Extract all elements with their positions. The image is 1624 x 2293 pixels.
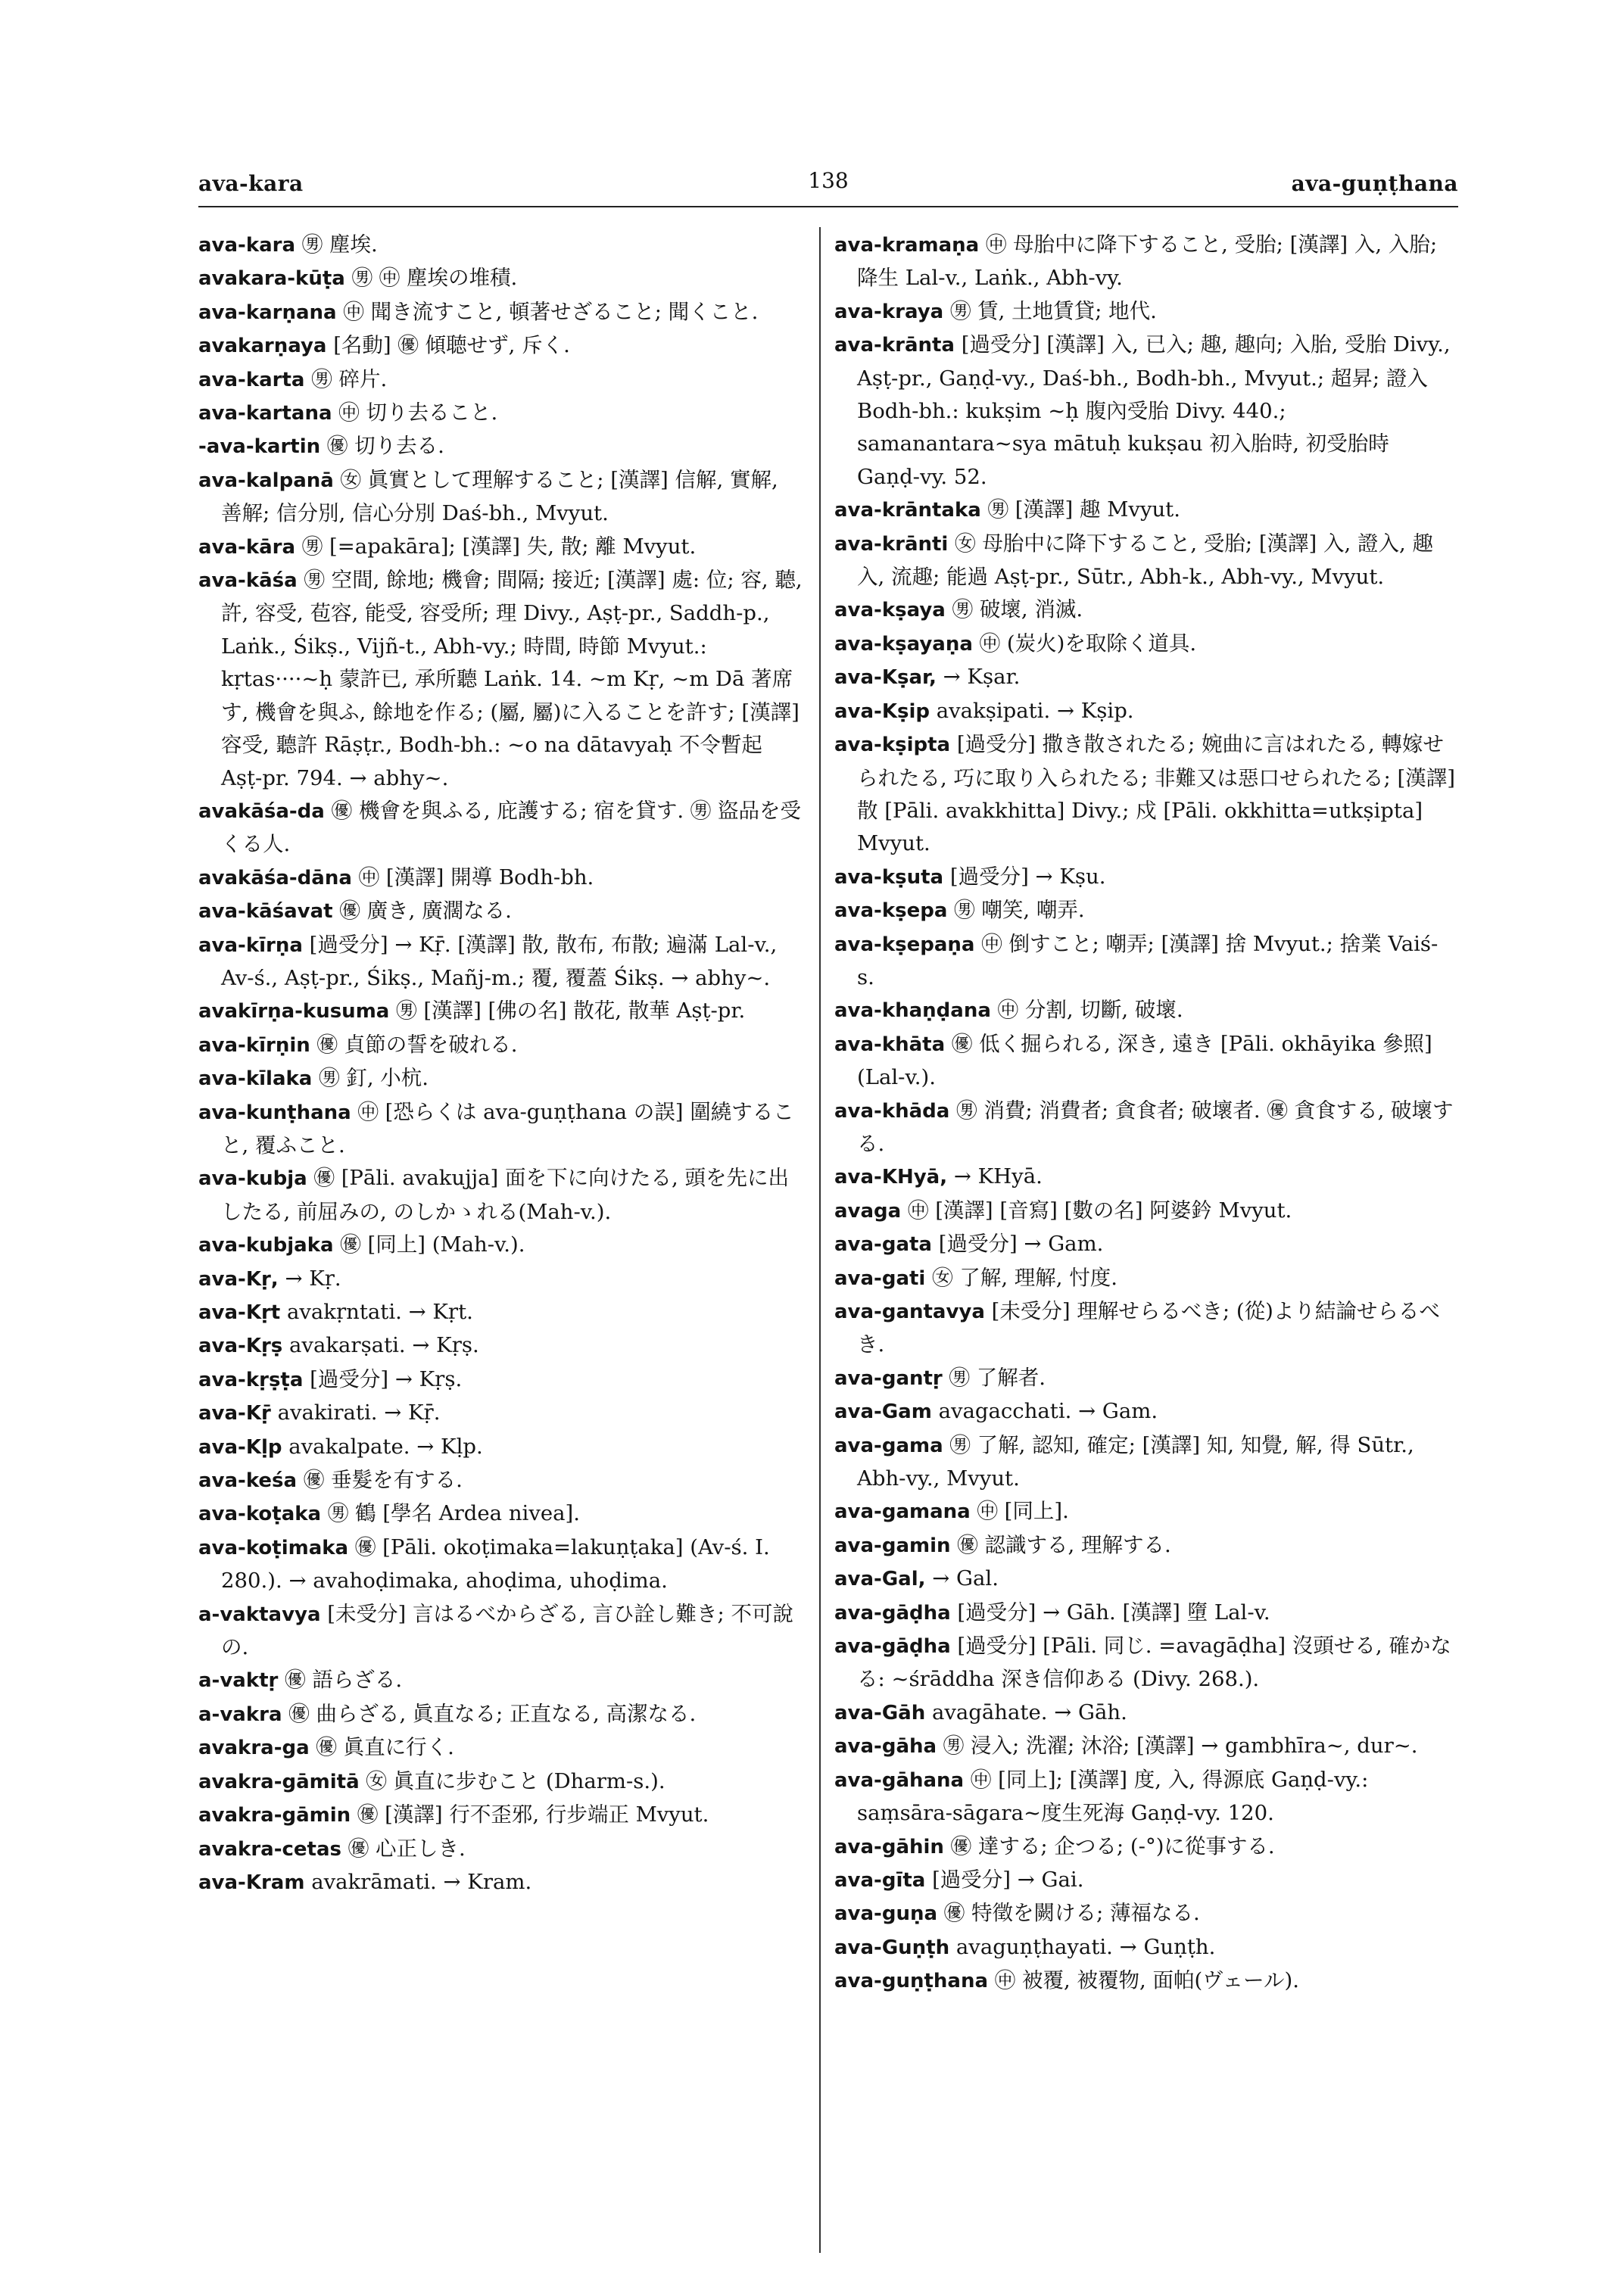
- entry-definition: ㊛ 眞實として理解すること; [漢譯] 信解, 實解, 善解; 信分別, 信心分別 Daś-bh., Mvyut.: [221, 467, 778, 526]
- dictionary-entry: [198, 1698, 804, 1731]
- entry-headword: avakra-ga: [198, 1737, 310, 1760]
- entry-headword: ava-gati: [834, 1266, 926, 1290]
- entry-headword: ava-Kṛṣ: [198, 1335, 283, 1358]
- entry-definition: [過受分] → Gam.: [938, 1232, 1104, 1257]
- entry-definition: [過受分] → Kṣu.: [949, 864, 1106, 889]
- dictionary-entry: [834, 1028, 1455, 1095]
- entry-definition: avaguṇṭhayati. → Guṇṭh.: [955, 1934, 1216, 1959]
- entry-headword: ava-khāda: [834, 1099, 950, 1123]
- entry-definition: ㊝ 特徵を闕ける; 薄福なる.: [943, 1901, 1200, 1926]
- dictionary-entry: [198, 1598, 804, 1665]
- left-column: [198, 229, 804, 1899]
- dictionary-entry: [198, 1096, 804, 1163]
- entry-headword: ava-guṇṭhana: [834, 1970, 988, 1993]
- entry-definition: avagāhate. → Gāh.: [931, 1699, 1127, 1724]
- dictionary-entry: [834, 528, 1455, 594]
- dictionary-entry: [834, 1095, 1455, 1161]
- entry-definition: ㊥ [漢譯] 開導 Bodh-bh.: [358, 865, 594, 889]
- entry-definition: ㊝ 低く掘られる, 深き, 遠き [Pāli. okhāyika 參照] (Lal-v.).: [857, 1031, 1432, 1090]
- entry-definition: [過受分] → Kṝ. [漢譯] 散, 散布, 布散; 遍滿 Lal-v., Av-ś., Aṣṭ-pr., Śikṣ., Mañj-m.; 覆, 覆蓋 Śikṣ. → abhy~.: [221, 932, 778, 990]
- entry-headword: ava-kubjaka: [198, 1234, 334, 1257]
- entry-headword: ava-Kṛ,: [198, 1267, 279, 1291]
- dictionary-entry: [834, 1161, 1455, 1194]
- entry-headword: avakara-kūṭa: [198, 267, 345, 291]
- dictionary-entry: [198, 1263, 804, 1296]
- entry-definition: ㊚ 塵埃.: [301, 232, 378, 257]
- entry-headword: ava-gīta: [834, 1868, 926, 1892]
- entry-definition: [過受分] → Gai.: [932, 1867, 1084, 1892]
- entry-definition: [過受分] → Kṛṣ.: [310, 1366, 463, 1391]
- dictionary-entry: [198, 329, 804, 363]
- dictionary-entry: [834, 994, 1455, 1027]
- entry-definition: ㊥ 母胎中に降下すること, 受胎; [漢譯] 入, 入胎; 降生 Lal-v., Laṅk., Abh-vy.: [857, 232, 1438, 291]
- entry-headword: ava-keśa: [198, 1469, 298, 1493]
- entry-headword: ava-krāntaka: [834, 499, 981, 522]
- entry-definition: → Kṛ.: [285, 1266, 341, 1291]
- dictionary-entry: [834, 1362, 1455, 1395]
- dictionary-entry: [198, 895, 804, 928]
- dictionary-entry: [198, 464, 804, 531]
- entry-headword: ava-Gāh: [834, 1701, 926, 1724]
- dictionary-entry: [198, 1833, 804, 1866]
- dictionary-entry: [834, 1597, 1455, 1630]
- entry-definition: → Gal.: [932, 1566, 999, 1591]
- dictionary-entry: [198, 1431, 804, 1464]
- dictionary-entry: [198, 430, 804, 463]
- entry-definition: ㊚ 消費; 消費者; 貪食者; 破壞者. ㊝ 貪食する, 破壞する.: [857, 1098, 1454, 1156]
- dictionary-entry: [198, 1799, 804, 1832]
- dictionary-entry: [834, 1696, 1455, 1730]
- entry-definition: ㊥ 聞き流すこと, 頓著せざること; 聞くこと.: [343, 299, 759, 324]
- entry-definition: ㊥ [恐らくは ava-guṇṭhana の誤] 圍繞すること, 覆ふこと.: [221, 1099, 794, 1157]
- left-guideword: ava-kara: [198, 171, 304, 196]
- entry-definition: ㊚ 賃, 土地賃貸; 地代.: [949, 298, 1157, 323]
- entry-headword: ava-kunṭhana: [198, 1101, 351, 1124]
- entry-definition: ㊝ [同上] (Mah-v.).: [340, 1232, 525, 1257]
- dictionary-entry: [198, 1229, 804, 1262]
- entry-definition: ㊚ [=apakāra]; [漢譯] 失, 散; 離 Mvyut.: [301, 534, 697, 559]
- entry-headword: a-vaktavya: [198, 1603, 321, 1626]
- dictionary-entry: [834, 295, 1455, 329]
- dictionary-entry: [198, 1296, 804, 1329]
- entry-definition: ㊚ 破壞, 消滅.: [952, 597, 1083, 622]
- dictionary-entry: [834, 661, 1455, 694]
- entry-headword: ava-kṛṣṭa: [198, 1368, 304, 1391]
- entry-definition: ㊝ [Pāli. okoṭimaka=lakuṇṭaka] (Av-ś. I. 280.). → avahoḍimaka, ahoḍima, uhoḍima.: [221, 1534, 770, 1594]
- dictionary-entry: [198, 1363, 804, 1397]
- entry-headword: ava-KHyā,: [834, 1166, 948, 1189]
- dictionary-entry: [198, 1866, 804, 1899]
- dictionary-entry: [834, 229, 1455, 295]
- entry-headword: ava-kīrṇin: [198, 1033, 310, 1057]
- entry-headword: ava-kraya: [834, 300, 944, 323]
- entry-headword: ava-kṣepaṇa: [834, 933, 975, 956]
- dictionary-entry: [834, 1429, 1455, 1496]
- entry-headword: ava-Kram: [198, 1871, 305, 1894]
- dictionary-entry: [198, 1464, 804, 1497]
- entry-definition: ㊚ 浸入; 洗濯; 沐浴; [漢譯] → gambhīra~, dur~.: [943, 1734, 1418, 1759]
- dictionary-entry: [198, 1397, 804, 1430]
- dictionary-entry: [198, 1765, 804, 1799]
- entry-headword: a-vaktṛ: [198, 1669, 279, 1693]
- entry-definition: ㊝ 心正しき.: [348, 1836, 466, 1861]
- entry-definition: avakṣipati. → Kṣip.: [936, 698, 1134, 723]
- entry-headword: ava-kṣaya: [834, 599, 946, 622]
- dictionary-entry: [834, 728, 1455, 861]
- dictionary-entry: [198, 1497, 804, 1531]
- dictionary-entry: [198, 397, 804, 430]
- dictionary-entry: [834, 1262, 1455, 1295]
- page-header: [198, 168, 1458, 206]
- entry-definition: [未受分] 理解せらるべき; (從)より結論せらるべき.: [857, 1299, 1440, 1357]
- entry-headword: ava-gāḍha: [834, 1635, 951, 1659]
- dictionary-entry: [198, 262, 804, 295]
- entry-definition: ㊝ 語らざる.: [285, 1668, 403, 1693]
- right-guideword: ava-guṇṭhana: [1291, 171, 1458, 196]
- entry-headword: ava-kṣayaṇa: [834, 632, 973, 656]
- entry-headword: ava-kīlaka: [198, 1067, 313, 1091]
- entry-headword: -ava-kartin: [198, 435, 321, 459]
- entry-definition: ㊥ 切り去ること.: [338, 400, 498, 425]
- entry-definition: ㊝ 貞節の誓を破れる.: [316, 1032, 518, 1057]
- dictionary-entry: [198, 1162, 804, 1229]
- entry-definition: avagacchati. → Gam.: [938, 1399, 1158, 1424]
- dictionary-entry: [198, 1531, 804, 1598]
- header-rule: [198, 206, 1458, 207]
- entry-definition: ㊝ 眞直に行く.: [316, 1735, 454, 1760]
- entry-definition: ㊥ 分割, 切斷, 破壞.: [997, 998, 1183, 1023]
- entry-definition: ㊛ 母胎中に降下すること, 受胎; [漢譯] 入, 證入, 趣入, 流趣; 能過 Aṣṭ-pr., Sūtr., Abh-k., Abh-vy., Mvyut.: [857, 531, 1433, 590]
- dictionary-entry: [834, 494, 1455, 527]
- entry-headword: ava-karta: [198, 368, 305, 391]
- dictionary-entry: [834, 594, 1455, 627]
- entry-headword: a-vakra: [198, 1703, 282, 1726]
- entry-definition: avakarṣati. → Kṛṣ.: [289, 1333, 479, 1358]
- entry-headword: avakīrṇa-kusuma: [198, 1000, 390, 1023]
- dictionary-entry: [834, 1562, 1455, 1596]
- dictionary-entry: [198, 1029, 804, 1062]
- entry-definition: ㊥ 倒すこと; 嘲弄; [漢譯] 捨 Mvyut.; 捨業 Vaiś-s.: [857, 931, 1439, 989]
- entry-headword: ava-khaṇḍana: [834, 999, 991, 1023]
- dictionary-entry: [834, 628, 1455, 661]
- dictionary-entry: [834, 1228, 1455, 1261]
- entry-headword: ava-kṣuta: [834, 865, 944, 889]
- entry-headword: avakāśa-da: [198, 799, 325, 823]
- dictionary-entry: [834, 1630, 1455, 1696]
- entry-headword: ava-karṇana: [198, 301, 337, 324]
- entry-headword: ava-Kṛt: [198, 1301, 281, 1324]
- dictionary-entry: [198, 1731, 804, 1765]
- entry-headword: ava-kāśa: [198, 569, 298, 593]
- entry-headword: ava-koṭaka: [198, 1503, 322, 1526]
- entry-definition: ㊚ 空間, 餘地; 機會; 間隔; 接近; [漢譯] 處: 位; 容, 聽, 許, 容受, 苞容, 能受, 容受所; 理 Divy., Aṣṭ-pr., Saddh-p., Laṅk., Śikṣ., Vijñ-t., Abh-vy.; 時間, 時節 Mvyut.: kṛtas····~ḥ 蒙許已, 承所聽 Laṅk. 14. ~m Kṛ, ~m Dā 著席す, 機會を與ふ, 餘地を作る; (屬, 屬)に入ることを許す; [漢譯] 容受, 聽許 Rāṣṭr., Bodh-bh.: ~o na dātavyaḥ 不令暫起 Aṣṭ-pr. 794. → abhy~.: [221, 568, 803, 790]
- dictionary-entry: [834, 1764, 1455, 1830]
- entry-headword: ava-kṣipta: [834, 734, 951, 757]
- dictionary-entry: [834, 1864, 1455, 1897]
- page-number: 138: [808, 168, 849, 193]
- dictionary-entry: [198, 229, 804, 262]
- entry-definition: ㊥ [同上].: [977, 1499, 1069, 1524]
- entry-headword: ava-Kṝ: [198, 1402, 271, 1425]
- dictionary-entry: [834, 1529, 1455, 1562]
- entry-headword: ava-kubja: [198, 1167, 307, 1191]
- entry-headword: ava-Kḷp: [198, 1435, 282, 1459]
- entry-headword: avakāśa-dāna: [198, 866, 352, 889]
- entry-definition: ㊚ 釘, 小杭.: [319, 1066, 429, 1091]
- column-divider: [819, 227, 821, 2253]
- dictionary-entry: [198, 1664, 804, 1697]
- dictionary-entry: [198, 795, 804, 861]
- entry-definition: avakalpate. → Kḷp.: [288, 1434, 483, 1459]
- entry-definition: ㊚ 了解, 認知, 確定; [漢譯] 知, 知覺, 解, 得 Sūtr., Abh-vy., Mvyut.: [857, 1432, 1414, 1491]
- entry-definition: [過受分] [Pāli. 同じ. =avagāḍha] 沒頭せる, 確かなる: ~śrāddha 深き信仰ある (Divy. 268.).: [857, 1634, 1451, 1692]
- entry-headword: ava-koṭimaka: [198, 1536, 349, 1559]
- entry-headword: avakra-gāmin: [198, 1804, 351, 1827]
- dictionary-entry: [834, 1495, 1455, 1528]
- dictionary-entry: [198, 861, 804, 895]
- entry-headword: ava-kartana: [198, 402, 332, 425]
- right-column: [834, 229, 1455, 1999]
- entry-definition: ㊚ 嘲笑, 嘲弄.: [954, 898, 1085, 923]
- dictionary-entry: [834, 1830, 1455, 1864]
- entry-headword: ava-Gam: [834, 1400, 932, 1424]
- entry-definition: ㊝ 機會を與ふる, 庇護する; 宿を貸す. ㊚ 盜品を受くる人.: [221, 798, 802, 857]
- entry-definition: ㊝ 垂髮を有する.: [303, 1468, 463, 1493]
- entry-definition: ㊝ 廣き, 廣濶なる.: [339, 899, 512, 924]
- dictionary-entry: [198, 531, 804, 564]
- entry-headword: ava-krānta: [834, 334, 955, 357]
- entry-definition: ㊛ 了解, 理解, 忖度.: [932, 1265, 1118, 1290]
- entry-headword: ava-krānti: [834, 532, 949, 556]
- entry-headword: ava-gata: [834, 1233, 932, 1257]
- entry-definition: [未受分] 言はるべからざる, 言ひ詮し難き; 不可說の.: [221, 1601, 793, 1660]
- entry-definition: [過受分] → Gāh. [漢譯] 墮 Lal-v.: [957, 1600, 1270, 1625]
- dictionary-entry: [198, 1329, 804, 1363]
- entry-definition: [過受分] [漢譯] 入, 已入; 趣, 趣向; 入胎, 受胎 Divy., Aṣṭ-pr., Gaṇḍ-vy., Daś-bh., Bodh-bh., Mvyut.; 超昇; 證入 Bodh-bh.: kukṣim ~ḥ 腹內受胎 Divy. 440.; samanantara~sya mātuḥ kukṣau 初入胎時, 初受胎時 Gaṇḍ-vy. 52.: [857, 332, 1451, 489]
- entry-definition: ㊛ 眞直に步むこと (Dharm-s.).: [366, 1768, 665, 1793]
- entry-headword: ava-kara: [198, 234, 296, 257]
- entry-headword: ava-Guṇṭh: [834, 1936, 950, 1959]
- entry-definition: ㊝ [漢譯] 行不歪邪, 行步端正 Mvyut.: [357, 1802, 709, 1827]
- entry-definition: avakrāmati. → Kram.: [311, 1869, 532, 1894]
- dictionary-entry: [198, 363, 804, 397]
- entry-definition: ㊚ 了解者.: [949, 1365, 1046, 1390]
- entry-headword: ava-kalpanā: [198, 469, 334, 492]
- entry-headword: avakra-cetas: [198, 1837, 341, 1861]
- entry-headword: ava-gāḍha: [834, 1601, 951, 1625]
- entry-headword: ava-Gal,: [834, 1568, 926, 1591]
- entry-headword: ava-kāra: [198, 535, 296, 559]
- entry-definition: [過受分] 撒き散されたる; 婉曲に言はれたる, 轉嫁せられたる, 巧に取り入られたる; 非難又は惡口せられたる; [漢譯] 散 [Pāli. avakkhitta] Divy.; 戍 [Pāli. okkhitta=utkṣipta] Mvyut.: [857, 732, 1455, 856]
- entry-definition: ㊚ 碎片.: [311, 366, 388, 391]
- entry-headword: avakra-gāmitā: [198, 1770, 360, 1793]
- entry-definition: → Kṣar.: [943, 665, 1021, 690]
- entry-headword: ava-khāta: [834, 1033, 946, 1056]
- entry-definition: ㊝ 切り去る.: [326, 434, 444, 459]
- entry-headword: ava-guṇa: [834, 1902, 938, 1926]
- dictionary-entry: [834, 1964, 1455, 1998]
- entry-headword: ava-Kṣar,: [834, 666, 937, 690]
- entry-definition: ㊝ 曲らざる, 眞直なる; 正直なる, 高潔なる.: [288, 1701, 697, 1726]
- dictionary-entry: [834, 329, 1455, 494]
- entry-definition: ㊚ [漢譯] [佛の名] 散花, 散華 Aṣṭ-pr.: [396, 999, 746, 1023]
- entry-definition: ㊝ 達する; 企つる; (-°)に從事する.: [950, 1833, 1275, 1858]
- entry-headword: ava-gama: [834, 1434, 943, 1457]
- entry-headword: ava-gamin: [834, 1534, 951, 1557]
- entry-definition: avakṛntati. → Kṛt.: [286, 1300, 473, 1324]
- entry-definition: ㊚ [漢譯] 趣 Mvyut.: [987, 497, 1180, 522]
- entry-headword: ava-Kṣip: [834, 699, 930, 723]
- entry-headword: ava-kāśavat: [198, 900, 333, 924]
- entry-definition: ㊚ ㊥ 塵埃の堆積.: [351, 266, 518, 291]
- entry-headword: ava-gāha: [834, 1735, 937, 1759]
- dictionary-entry: [834, 1931, 1455, 1964]
- dictionary-entry: [834, 894, 1455, 927]
- dictionary-entry: [834, 1195, 1455, 1228]
- dictionary-entry: [198, 296, 804, 329]
- entry-definition: ㊚ 鶴 [學名 Ardea nivea].: [327, 1501, 580, 1526]
- entry-definition: ㊝ [Pāli. avakujja] 面を下に向けたる, 頭を先に出したる, 前屈みの, のしかゝれる(Mah-v.).: [221, 1166, 789, 1224]
- entry-headword: avakarṇaya: [198, 335, 327, 358]
- entry-definition: ㊥ [漢譯] [音寫] [數の名] 阿婆鈐 Mvyut.: [907, 1198, 1292, 1223]
- entry-headword: ava-kīrṇa: [198, 933, 303, 957]
- entry-definition: avakirati. → Kṝ.: [277, 1400, 441, 1425]
- dictionary-entry: [834, 861, 1455, 894]
- dictionary-entry: [198, 929, 804, 995]
- entry-headword: ava-gamana: [834, 1500, 971, 1524]
- entry-definition: ㊥ 被覆, 被覆物, 面帕(ヴェール).: [994, 1968, 1300, 1993]
- entry-definition: ㊥ (炭火)を取除く道具.: [979, 631, 1197, 656]
- dictionary-entry: [198, 564, 804, 795]
- dictionary-entry: [834, 1730, 1455, 1763]
- dictionary-entry: [198, 1062, 804, 1095]
- entry-headword: ava-gantavya: [834, 1301, 985, 1323]
- dictionary-entry: [834, 1897, 1455, 1930]
- entry-definition: → KHyā.: [953, 1164, 1043, 1189]
- entry-headword: ava-kṣepa: [834, 899, 948, 923]
- dictionary-entry: [198, 995, 804, 1028]
- entry-definition: [名動] ㊝ 傾聴せず, 斥く.: [333, 333, 570, 358]
- dictionary-entry: [834, 1295, 1455, 1362]
- entry-definition: ㊥ [同上]; [漢譯] 度, 入, 得源底 Gaṇḍ-vy.: saṃsāra-sāgara~度生死海 Gaṇḍ-vy. 120.: [857, 1767, 1369, 1826]
- entry-headword: ava-gantṛ: [834, 1366, 943, 1390]
- entry-headword: ava-kramaṇa: [834, 234, 980, 257]
- entry-headword: avaga: [834, 1199, 902, 1223]
- entry-headword: ava-gāhana: [834, 1768, 965, 1792]
- entry-headword: ava-gāhin: [834, 1835, 944, 1858]
- entry-definition: ㊝ 認識する, 理解する.: [957, 1532, 1171, 1557]
- dictionary-entry: [834, 928, 1455, 995]
- dictionary-entry: [834, 695, 1455, 728]
- dictionary-entry: [834, 1395, 1455, 1428]
